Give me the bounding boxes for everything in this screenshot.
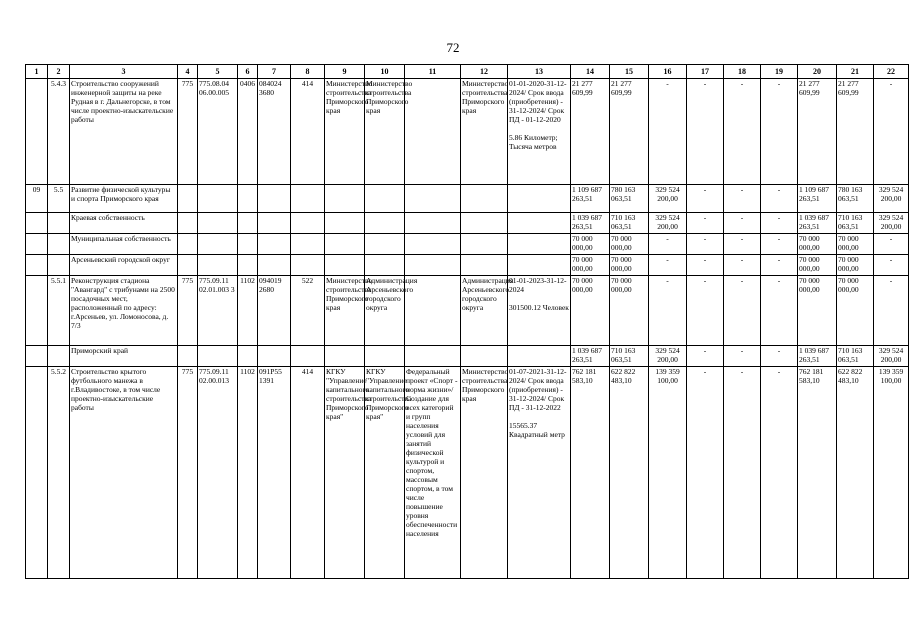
table-cell: - — [761, 346, 798, 367]
header-cell: 10 — [365, 65, 405, 79]
header-cell: 11 — [405, 65, 461, 79]
table-cell — [325, 213, 365, 234]
table-cell: 329 524 200,00 — [874, 185, 909, 213]
header-cell: 15 — [610, 65, 649, 79]
table-cell — [178, 255, 198, 276]
table-cell: Строительство крытого футбольного манежа в г.Владивостоке, в том числе проектно-изыскательские работы — [70, 367, 178, 579]
table-cell: 70 000 000,00 — [798, 234, 837, 255]
table-cell — [291, 185, 325, 213]
table-cell — [26, 234, 48, 255]
table-cell: 329 524 200,00 — [649, 213, 687, 234]
table-cell — [178, 185, 198, 213]
table-cell — [405, 255, 461, 276]
header-cell: 3 — [70, 65, 178, 79]
table-cell — [238, 234, 258, 255]
table-cell — [26, 367, 48, 579]
table-cell: 70 000 000,00 — [571, 234, 610, 255]
table-cell — [405, 234, 461, 255]
table-cell — [291, 234, 325, 255]
table-cell: 70 000 000,00 — [798, 276, 837, 346]
table-cell: - — [687, 213, 724, 234]
table-cell — [461, 234, 508, 255]
table-cell: Муниципальная собственность — [70, 234, 178, 255]
table-cell — [365, 213, 405, 234]
table-cell — [325, 255, 365, 276]
table-cell: 0406 — [238, 79, 258, 185]
table-cell — [508, 234, 571, 255]
table-cell: 70 000 000,00 — [798, 255, 837, 276]
table-cell: Федеральный проект «Спорт - норма жизни»/Создание для всех категорий и групп населения условий для занятий физической культурой и спортом, массовым спортом, в том числе повышение уровня обеспеченности населения — [405, 367, 461, 579]
table-cell: 329 524 200,00 — [649, 346, 687, 367]
table-cell: Строительство сооружений инженерной защиты на реке Рудная в г. Дальнегорске, в том числе проектно-изыскательские работы — [70, 79, 178, 185]
table-cell: 775 — [178, 79, 198, 185]
table-cell: 622 822 483,10 — [837, 367, 874, 579]
table-cell — [365, 185, 405, 213]
header-cell: 9 — [325, 65, 365, 79]
table-row — [26, 79, 909, 185]
table-cell — [325, 346, 365, 367]
table-row — [26, 346, 909, 367]
table-cell: Министерство строительства Приморского края — [365, 79, 405, 185]
table-cell: - — [724, 367, 761, 579]
table-cell: 1102 — [238, 276, 258, 346]
table-cell: - — [724, 255, 761, 276]
table-cell: 1 039 687 263,51 — [798, 346, 837, 367]
table-cell: 1 039 687 263,51 — [798, 213, 837, 234]
table-cell: - — [687, 185, 724, 213]
table-cell: - — [724, 185, 761, 213]
table-cell: 5.5 — [48, 185, 70, 213]
table-cell: - — [687, 255, 724, 276]
table-cell — [365, 234, 405, 255]
table-cell — [258, 185, 291, 213]
table-cell: 5.5.2 — [48, 367, 70, 579]
table-row — [26, 276, 909, 346]
table-cell: - — [649, 276, 687, 346]
table-cell — [405, 346, 461, 367]
table-cell: Министерство строительства Приморского края — [325, 79, 365, 185]
table-cell — [178, 346, 198, 367]
table-cell: 139 359 100,00 — [874, 367, 909, 579]
table-cell — [405, 79, 461, 185]
table-cell: Администрация Арсеньевского городского округа — [461, 276, 508, 346]
header-cell: 14 — [571, 65, 610, 79]
table-cell — [291, 346, 325, 367]
table-cell: - — [761, 367, 798, 579]
table-cell: 710 163 063,51 — [610, 213, 649, 234]
table-cell — [365, 346, 405, 367]
header-cell: 19 — [761, 65, 798, 79]
table-cell: 710 163 063,51 — [610, 346, 649, 367]
table-cell — [198, 213, 238, 234]
table-cell: 710 163 063,51 — [837, 346, 874, 367]
table-cell — [365, 255, 405, 276]
table-cell: 775 — [178, 276, 198, 346]
table-row — [26, 367, 909, 579]
table-cell: - — [724, 79, 761, 185]
table-cell: 622 822 483,10 — [610, 367, 649, 579]
table-cell: 139 359 100,00 — [649, 367, 687, 579]
table-cell: 775.09.11 02.00.013 — [198, 367, 238, 579]
header-cell: 18 — [724, 65, 761, 79]
table-cell: 091P55 1391 — [258, 367, 291, 579]
table-cell: 775.09.11 02.01.003 3 — [198, 276, 238, 346]
table-cell: 09 — [26, 185, 48, 213]
header-cell: 1 — [26, 65, 48, 79]
table-cell — [461, 213, 508, 234]
table-cell — [508, 185, 571, 213]
header-cell: 6 — [238, 65, 258, 79]
table-cell: - — [761, 234, 798, 255]
table-cell: 70 000 000,00 — [610, 276, 649, 346]
table-cell: - — [724, 276, 761, 346]
header-cell: 4 — [178, 65, 198, 79]
table-cell — [508, 213, 571, 234]
table-cell — [405, 185, 461, 213]
table-cell: 21 277 609,99 — [610, 79, 649, 185]
table-cell — [48, 213, 70, 234]
table-cell — [461, 346, 508, 367]
table-cell: 1 109 687 263,51 — [571, 185, 610, 213]
table-cell: 522 — [291, 276, 325, 346]
table-cell — [48, 255, 70, 276]
table-cell: 710 163 063,51 — [837, 213, 874, 234]
table-cell: 5.5.1 — [48, 276, 70, 346]
table-cell: - — [724, 234, 761, 255]
table-cell: 70 000 000,00 — [837, 234, 874, 255]
budget-table — [25, 64, 909, 579]
table-cell — [178, 213, 198, 234]
table-cell: - — [874, 79, 909, 185]
header-cell: 17 — [687, 65, 724, 79]
table-cell: Администрация Арсеньевского городского округа — [365, 276, 405, 346]
table-cell: 329 524 200,00 — [874, 346, 909, 367]
table-cell — [461, 185, 508, 213]
page-number: 72 — [446, 40, 460, 55]
table-row — [26, 255, 909, 276]
table-cell: КГКУ "Управление капитального строительства Приморского края" — [365, 367, 405, 579]
table-cell: - — [874, 255, 909, 276]
table-cell: 1102 — [238, 367, 258, 579]
table-cell — [178, 234, 198, 255]
header-cell: 22 — [874, 65, 909, 79]
header-row — [26, 65, 909, 79]
table-cell: - — [874, 234, 909, 255]
table-cell: - — [761, 276, 798, 346]
table-cell — [461, 255, 508, 276]
table-cell: 70 000 000,00 — [837, 255, 874, 276]
table-cell — [48, 234, 70, 255]
table-cell: Развитие физической культуры и спорта Приморского края — [70, 185, 178, 213]
table-cell: 1 039 687 263,51 — [571, 346, 610, 367]
table-cell: 775 — [178, 367, 198, 579]
table-cell: 775.08.04 06.00.005 — [198, 79, 238, 185]
table-cell: Министерство строительства Приморского края — [461, 367, 508, 579]
table-cell: Министерство строительства Приморского края — [461, 79, 508, 185]
table-cell — [198, 255, 238, 276]
table-row — [26, 213, 909, 234]
table-cell: 01-01-2023-31-12-2024 301500.12 Человек — [508, 276, 571, 346]
table-cell: 21 277 609,99 — [571, 79, 610, 185]
table-cell — [238, 255, 258, 276]
table-cell: 780 163 063,51 — [610, 185, 649, 213]
table-cell: 01-07-2021-31-12-2024/ Срок ввода (приобретения) - 31-12-2024/ Срок ПД - 31-12-2022 15565.37 Квадратный метр — [508, 367, 571, 579]
table-cell: 762 181 583,10 — [571, 367, 610, 579]
table-cell: Арсеньевский городской округ — [70, 255, 178, 276]
table-cell — [508, 255, 571, 276]
table-cell — [48, 346, 70, 367]
table-cell — [258, 234, 291, 255]
table-cell: 70 000 000,00 — [837, 276, 874, 346]
table-cell — [325, 185, 365, 213]
table-cell: 414 — [291, 79, 325, 185]
table-cell: Реконструкция стадиона "Авангард" с трибунами на 2500 посадочных мест, расположенный по адресу: г.Арсеньев, ул. Ломоносова, д. 7/3 — [70, 276, 178, 346]
table-cell — [405, 213, 461, 234]
table-cell — [508, 346, 571, 367]
header-cell: 5 — [198, 65, 238, 79]
header-cell: 13 — [508, 65, 571, 79]
table-cell: - — [761, 255, 798, 276]
table-row — [26, 185, 909, 213]
table-cell — [291, 213, 325, 234]
table-cell: Министерство строительства Приморского края — [325, 276, 365, 346]
table-cell: - — [649, 255, 687, 276]
table-cell: 21 277 609,99 — [837, 79, 874, 185]
table-cell — [198, 346, 238, 367]
table-cell — [26, 346, 48, 367]
table-cell: Приморский край — [70, 346, 178, 367]
table-cell: 01-01-2020-31-12-2024/ Срок ввода (приобретения) - 31-12-2024/ Срок ПД - 01-12-2020 5.86 Километр; Тысяча метров — [508, 79, 571, 185]
table-cell: - — [724, 346, 761, 367]
table-cell: 329 524 200,00 — [874, 213, 909, 234]
table-cell — [198, 185, 238, 213]
table-cell — [26, 213, 48, 234]
table-row — [26, 234, 909, 255]
table-cell: 5.4.3 — [48, 79, 70, 185]
header-cell: 2 — [48, 65, 70, 79]
table-cell: КГКУ "Управление капитального строительства Приморского края" — [325, 367, 365, 579]
table-cell — [258, 255, 291, 276]
table-cell — [238, 346, 258, 367]
table-cell — [26, 255, 48, 276]
table-cell: - — [649, 234, 687, 255]
table-cell: 762 181 583,10 — [798, 367, 837, 579]
table-cell: 70 000 000,00 — [571, 255, 610, 276]
table-cell — [26, 276, 48, 346]
table-cell: 094019 2680 — [258, 276, 291, 346]
table-cell: 1 039 687 263,51 — [571, 213, 610, 234]
table-cell — [26, 79, 48, 185]
table-cell: Краевая собственность — [70, 213, 178, 234]
table-cell: - — [687, 367, 724, 579]
table-cell — [258, 346, 291, 367]
table-cell: - — [761, 213, 798, 234]
table-cell — [291, 255, 325, 276]
table-cell: - — [687, 79, 724, 185]
table-cell: - — [761, 79, 798, 185]
table-cell — [325, 234, 365, 255]
table-cell: 70 000 000,00 — [610, 234, 649, 255]
table-cell — [198, 234, 238, 255]
header-cell: 12 — [461, 65, 508, 79]
header-cell: 8 — [291, 65, 325, 79]
table-cell: 414 — [291, 367, 325, 579]
table-cell: 329 524 200,00 — [649, 185, 687, 213]
table-cell — [238, 185, 258, 213]
table-cell: - — [724, 213, 761, 234]
header-cell: 7 — [258, 65, 291, 79]
table-cell — [258, 213, 291, 234]
table-cell: - — [874, 276, 909, 346]
table-cell: 70 000 000,00 — [610, 255, 649, 276]
table-cell: 70 000 000,00 — [571, 276, 610, 346]
table-cell — [238, 213, 258, 234]
table-cell: - — [687, 276, 724, 346]
table-cell: - — [687, 346, 724, 367]
table-cell: 780 163 063,51 — [837, 185, 874, 213]
table-cell: - — [649, 79, 687, 185]
header-cell: 20 — [798, 65, 837, 79]
table-cell: - — [761, 185, 798, 213]
table-cell: 084024 3680 — [258, 79, 291, 185]
header-cell: 21 — [837, 65, 874, 79]
table-cell: 1 109 687 263,51 — [798, 185, 837, 213]
header-cell: 16 — [649, 65, 687, 79]
table-cell: - — [687, 234, 724, 255]
table-cell: 21 277 609,99 — [798, 79, 837, 185]
